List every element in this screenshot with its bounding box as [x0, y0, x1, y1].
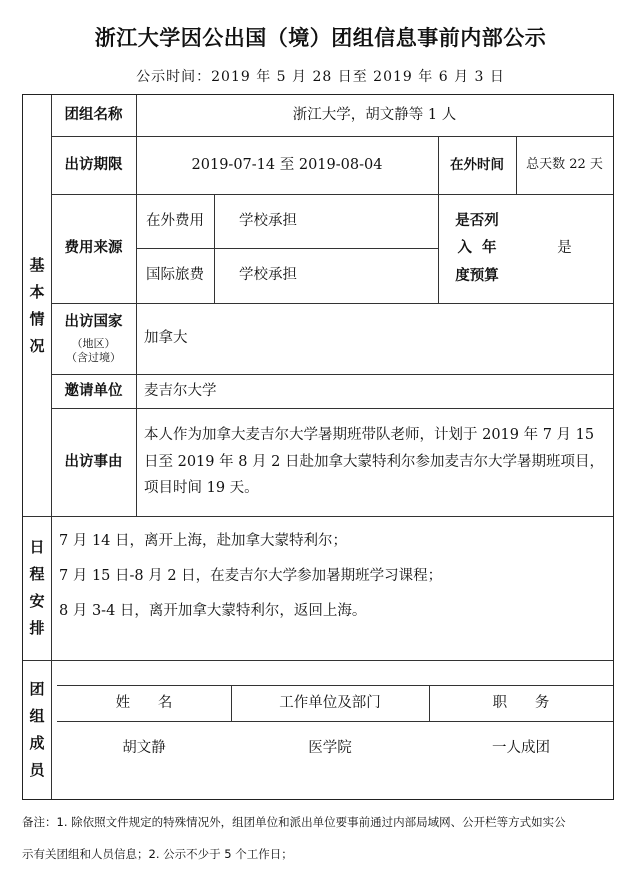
period-label: 出访期限	[64, 156, 123, 173]
section-char: 情	[29, 309, 45, 328]
abroad-cost-label: 在外费用	[146, 212, 204, 229]
member-name: 胡文静	[122, 739, 166, 756]
schedule-item: 7 月 14 日，离开上海，赴加拿大蒙特利尔；	[59, 533, 348, 549]
country-label-sub-2: （含过境）	[66, 350, 121, 364]
member-unit: 医学院	[308, 739, 352, 756]
budget-label	[438, 194, 516, 303]
grid-line	[57, 685, 613, 686]
section-char: 排	[29, 619, 45, 637]
publish-time: 公示时间：2019 年 5 月 28 日至 2019 年 6 月 3 日	[136, 69, 505, 85]
days-abroad-value: 总天数 22 天	[526, 156, 603, 172]
grid-line	[23, 516, 613, 517]
info-form	[22, 94, 614, 800]
reason-label: 出访事由	[64, 453, 123, 470]
grid-line	[51, 303, 613, 304]
grid-line	[516, 136, 517, 194]
country-label	[51, 303, 136, 374]
host-value: 麦吉尔大学	[144, 382, 217, 399]
group-name-value: 浙江大学，胡文静等 1 人	[292, 107, 457, 124]
abroad-cost-value: 学校承担	[239, 212, 297, 229]
schedule-item: 8 月 3-4 日，离开加拿大蒙特利尔，返回上海。	[59, 603, 367, 619]
grid-line	[51, 136, 613, 137]
grid-line	[136, 95, 137, 516]
grid-line	[438, 136, 439, 303]
grid-line	[51, 660, 52, 799]
schedule-section-label	[23, 516, 51, 660]
section-char: 本	[29, 282, 45, 301]
page-title: 浙江大学因公出国（境）团组信息事前内部公示	[94, 26, 547, 50]
grid-line	[51, 408, 613, 409]
grid-line	[231, 685, 232, 721]
section-char: 基	[29, 255, 45, 274]
basic-info-section-label	[23, 95, 51, 516]
country-label-sub-1: （地区）	[71, 336, 116, 350]
country-value: 加拿大	[144, 330, 188, 347]
budget-label-line: 是否列	[455, 212, 499, 229]
members-header-unit: 工作单位及部门	[279, 694, 381, 711]
members-header-name: 姓 名	[115, 694, 173, 711]
funding-label: 费用来源	[64, 240, 123, 257]
section-char: 程	[29, 565, 45, 583]
section-char: 员	[29, 760, 45, 779]
days-abroad-label: 在外时间	[450, 156, 504, 173]
grid-line	[51, 516, 52, 660]
section-char: 成	[29, 733, 45, 752]
members-section-label	[23, 660, 51, 799]
country-label-main: 出访国家	[64, 313, 123, 330]
budget-value: 是	[557, 240, 572, 257]
section-char: 日	[29, 538, 45, 556]
section-char: 组	[29, 706, 45, 725]
grid-line	[136, 248, 438, 249]
grid-line	[51, 95, 52, 516]
travel-cost-label: 国际旅费	[146, 267, 204, 284]
member-title: 一人成团	[492, 739, 550, 756]
note-line-1: 备注：1. 除依照文件规定的特殊情况外，组团单位和派出单位要事前通过内部局域网、公开栏等方式如实公	[22, 815, 566, 829]
period-value: 2019-07-14 至 2019-08-04	[191, 156, 383, 173]
grid-line	[51, 194, 613, 195]
section-char: 安	[29, 592, 45, 610]
grid-line	[57, 721, 613, 722]
budget-label-line: 度预算	[455, 267, 499, 284]
section-char: 况	[29, 336, 45, 355]
group-name-label: 团组名称	[64, 107, 123, 124]
schedule-item: 7 月 15 日-8 月 2 日，在麦吉尔大学参加暑期班学习课程；	[59, 568, 443, 584]
grid-line	[23, 660, 613, 661]
section-char: 团	[29, 679, 45, 698]
reason-value: 本人作为加拿大麦吉尔大学暑期班带队老师，计划于 2019 年 7 月 15 日至 2019 年 8 月 2 日赴加拿大蒙特利尔参加麦吉尔大学暑期班项目，项目时间 19 天。	[144, 426, 605, 497]
travel-cost-value: 学校承担	[239, 267, 297, 284]
host-label: 邀请单位	[64, 382, 123, 399]
note-line-2: 示有关团组和人员信息；2. 公示不少于 5 个工作日；	[22, 847, 293, 861]
grid-line	[429, 685, 430, 721]
members-header-title: 职 务	[492, 694, 550, 711]
grid-line	[51, 374, 613, 375]
budget-label-line: 入 年	[457, 240, 497, 257]
